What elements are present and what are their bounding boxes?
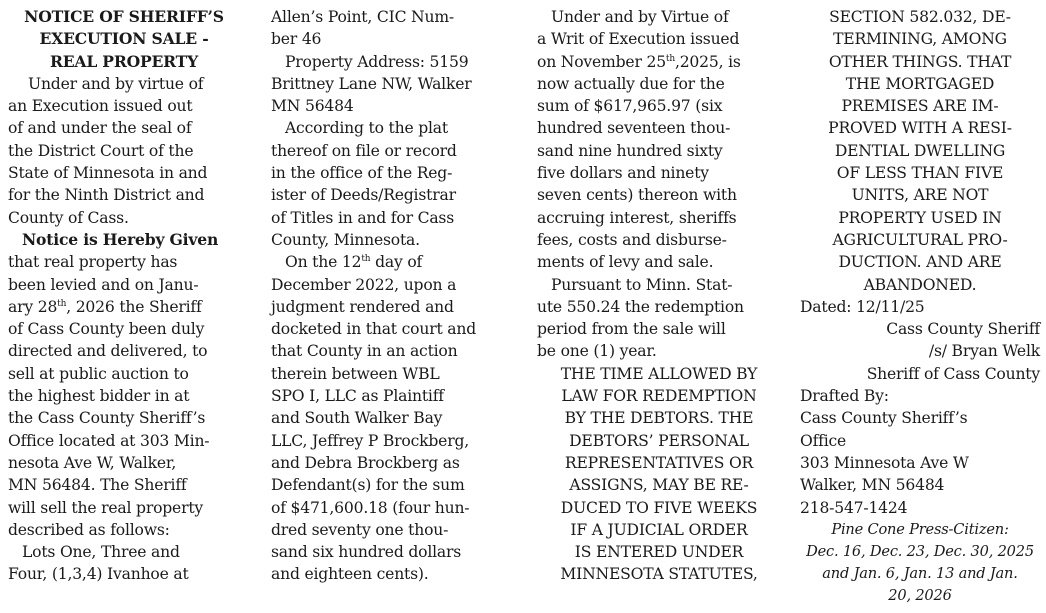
caps-line: BY THE DEBTORS. THE — [564, 409, 754, 428]
paragraph-property-address — [271, 51, 515, 118]
text-line: County of Cass. — [8, 208, 129, 227]
caps-line: OTHER THINGS. THAT — [828, 52, 1012, 71]
text-line: been levied and on Janu- — [8, 275, 199, 294]
paragraph-writ — [537, 6, 781, 274]
caps-line: ABANDONED. — [863, 275, 977, 294]
caps-line: DEBTORS’ PERSONAL — [569, 431, 749, 450]
text-line: Allen’s Point, CIC Num- — [271, 8, 455, 26]
paragraph-legal-description — [271, 6, 515, 51]
text-line: seven cents) thereon with — [537, 186, 737, 205]
caps-line: ASSIGNS, MAY BE RE- — [569, 476, 749, 495]
paragraph-redemption — [537, 274, 781, 363]
text-line: that County in an action — [271, 342, 458, 361]
caps-line: IS ENTERED UNDER — [574, 543, 744, 562]
text-line: in the office of the Reg- — [271, 164, 453, 183]
text-line: According to the plat — [285, 119, 448, 138]
publication-line: Dec. 16, Dec. 23, Dec. 30, 2025 — [806, 542, 1034, 560]
caps-line: PROPERTY USED IN — [838, 208, 1002, 227]
text-line: hundred seventeen thou- — [537, 119, 731, 138]
publication-line: Pine Cone Press-Citizen: — [831, 520, 1009, 538]
text-line: Defendant(s) for the sum — [271, 476, 465, 495]
publication-dates — [800, 519, 1040, 607]
text-line: sum of $617,965.97 (six — [537, 97, 723, 116]
caps-line: THE TIME ALLOWED BY — [560, 364, 758, 383]
text-line: and South Walker Bay — [271, 409, 443, 428]
text-line: Lots One, Three and — [22, 543, 180, 562]
drafted-by-block — [800, 385, 1040, 519]
paragraph-execution — [8, 73, 240, 229]
notice-column-4 — [800, 6, 1040, 607]
text-line: for the Ninth District and — [8, 186, 205, 205]
text-line: five dollars and ninety — [537, 164, 709, 183]
text-line: and eighteen cents). — [271, 565, 429, 584]
caps-line: AGRICULTURAL PRO- — [832, 230, 1008, 249]
caps-line: THE MORTGAGED — [845, 74, 995, 93]
text-line: the District Court of the — [8, 141, 194, 160]
caps-line: PROVED WITH A RESI- — [828, 119, 1012, 138]
text-line: a Writ of Execution issued — [537, 30, 740, 49]
text-line: dred seventy one thou- — [271, 520, 449, 539]
text-line: County, Minnesota. — [271, 230, 420, 249]
text-line: Pursuant to Minn. Stat- — [551, 275, 733, 294]
publication-line: and Jan. 6, Jan. 13 and Jan. — [822, 564, 1018, 582]
redemption-warning — [537, 363, 781, 586]
caps-line: PREMISES ARE IM- — [841, 97, 999, 116]
paragraph-notice — [8, 229, 240, 541]
text-line: an Execution issued out — [8, 97, 193, 116]
text-line: MN 56484 — [271, 97, 354, 116]
text-line: directed and delivered, to — [8, 342, 208, 361]
text-line: Under and by Virtue of — [551, 8, 729, 26]
text-line: of $471,600.18 (four hun- — [271, 498, 470, 517]
text-line: that real property has — [8, 253, 178, 272]
redemption-warning-continued — [800, 6, 1040, 296]
text-line: now actually due for the — [537, 74, 725, 93]
text-line: the highest bidder in at — [8, 387, 190, 406]
text-line: ments of levy and sale. — [537, 253, 714, 272]
text-line: Brittney Lane NW, Walker — [271, 74, 472, 93]
publication-line: 20, 2026 — [888, 586, 952, 604]
notice-title — [8, 6, 240, 73]
sheriff-signature — [800, 318, 1040, 385]
title-line: NOTICE OF SHERIFF’S — [24, 7, 224, 26]
text-line: sand six hundred dollars — [271, 543, 462, 562]
notice-heading: Notice is Hereby Given — [22, 229, 219, 249]
text-line: thereof on file or record — [271, 141, 457, 160]
text-line: the Cass County Sheriff’s — [8, 409, 206, 428]
notice-column-3 — [537, 6, 781, 586]
signature-line: /s/ Bryan Welk — [928, 342, 1040, 361]
text-line: Office — [800, 431, 847, 450]
text-line: Drafted By: — [800, 387, 889, 406]
text-line: Four, (1,3,4) Ivanhoe at — [8, 565, 189, 584]
paragraph-plat — [271, 117, 515, 251]
paragraph-judgment — [271, 251, 515, 585]
judgment-date-line: On the 12th day of — [285, 253, 423, 272]
text-line: Under and by virtue of — [28, 74, 204, 93]
text-line: described as follows: — [8, 520, 170, 539]
caps-line: DENTIAL DWELLING — [834, 141, 1006, 160]
text-line: ber 46 — [271, 30, 322, 49]
text-line: be one (1) year. — [537, 342, 657, 361]
text-line: Walker, MN 56484 — [800, 476, 945, 495]
text-line: will sell the real property — [8, 498, 204, 517]
text-line: Cass County Sheriff’s — [800, 409, 968, 428]
title-line: REAL PROPERTY — [49, 51, 199, 71]
caps-line: LAW FOR REDEMPTION — [561, 387, 757, 406]
text-line: sand nine hundred sixty — [537, 141, 723, 160]
text-line: of and under the seal of — [8, 119, 192, 138]
text-line: of Titles in and for Cass — [271, 208, 455, 227]
caps-line: MINNESOTA STATUTES, — [560, 565, 758, 584]
title-line: EXECUTION SALE - — [39, 29, 209, 49]
caps-line: TERMINING, AMONG — [833, 30, 1007, 49]
text-line: of Cass County been duly — [8, 320, 205, 339]
text-line: Office located at 303 Min- — [8, 431, 210, 450]
caps-line: DUCTION. AND ARE — [838, 253, 1002, 272]
sale-date-line: ary 28th, 2026 the Sheriff — [8, 297, 202, 316]
text-line: docketed in that court and — [271, 320, 476, 339]
text-line: MN 56484. The Sheriff — [8, 476, 187, 495]
caps-line: IF A JUDICIAL ORDER — [570, 520, 748, 539]
text-line: accruing interest, sheriffs — [537, 208, 737, 227]
caps-line: OF LESS THAN FIVE — [836, 164, 1004, 183]
text-line: and Debra Brockberg as — [271, 453, 460, 472]
signature-line: Sheriff of Cass County — [866, 364, 1040, 383]
caps-line: DUCED TO FIVE WEEKS — [560, 498, 758, 517]
caps-line: SECTION 582.032, DE- — [829, 8, 1011, 26]
text-line: judgment rendered and — [271, 297, 454, 316]
text-line: SPO I, LLC as Plaintiff — [271, 387, 444, 406]
text-line: nesota Ave W, Walker, — [8, 453, 177, 472]
text-line: fees, costs and disburse- — [537, 230, 727, 249]
text-line: December 2022, upon a — [271, 275, 457, 294]
signature-line: Cass County Sheriff — [886, 320, 1040, 339]
text-line: Property Address: 5159 — [285, 52, 469, 71]
notice-column-2 — [271, 6, 515, 586]
notice-column-1 — [8, 6, 240, 586]
writ-date-line: on November 25th,2025, is — [537, 52, 741, 71]
text-line: 218-547-1424 — [800, 498, 908, 517]
caps-line: REPRESENTATIVES OR — [564, 453, 754, 472]
paragraph-lots — [8, 541, 240, 586]
text-line: ister of Deeds/Registrar — [271, 186, 456, 205]
caps-line: UNITS, ARE NOT — [851, 186, 989, 205]
text-line: State of Minnesota in and — [8, 164, 208, 183]
dated-line: Dated: 12/11/25 — [800, 297, 925, 316]
text-line: period from the sale will — [537, 320, 726, 339]
text-line: LLC, Jeffrey P Brockberg, — [271, 431, 470, 450]
text-line: ute 550.24 the redemption — [537, 297, 744, 316]
text-line: sell at public auction to — [8, 364, 189, 383]
text-line: therein between WBL — [271, 364, 440, 383]
text-line: 303 Minnesota Ave W — [800, 453, 969, 472]
